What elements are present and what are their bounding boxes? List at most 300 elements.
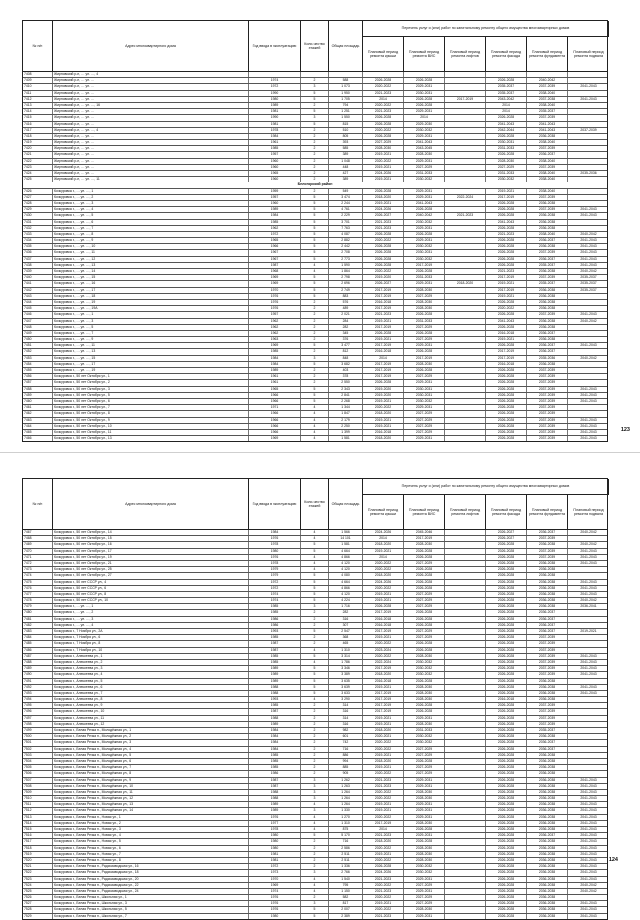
row-year: 1989: [249, 672, 301, 677]
row-year: 1989: [249, 802, 301, 807]
row-basement: 2041-2043: [580, 833, 597, 838]
row-number: 7525: [23, 889, 53, 894]
row-elevators: [445, 827, 486, 832]
row-basement: [568, 697, 609, 702]
row-roof: 2017-2019: [363, 294, 404, 299]
row-year: 1962: [249, 331, 301, 336]
row-elevators: [445, 436, 486, 441]
row-floors: 5: [301, 362, 329, 367]
row-year: 1972: [249, 84, 301, 89]
row-roof: 2014: [363, 356, 404, 361]
row-utilities: 2030-2032: [404, 399, 445, 404]
row-address: Жирновский р-н, … ул. …: [53, 152, 249, 157]
row-floors: 3: [301, 115, 329, 120]
row-area: 3 682: [329, 362, 363, 367]
row-address: Кочкуровка г., Белая Речка п., Молодёжная ул., 2: [53, 734, 249, 739]
row-foundation: 2036-2038: [527, 734, 568, 739]
document-page-2: [0, 453, 640, 918]
row-foundation: 2036-2037: [527, 629, 568, 634]
row-facade: 2026-2028: [486, 685, 527, 690]
row-area: 345: [329, 331, 363, 336]
row-area: 3 633: [329, 691, 363, 696]
row-address: Кочкуровка г., Белая Речка п., Радиозаводская ул., 16: [53, 864, 249, 869]
row-year: 1973: [249, 870, 301, 875]
row-foundation: 2036-2038: [527, 852, 568, 857]
row-year: 1987: [249, 263, 301, 268]
row-area: 1 344: [329, 405, 363, 410]
row-year: 1990: [249, 115, 301, 120]
row-elevators: [445, 889, 486, 894]
row-elevators: [445, 430, 486, 435]
row-area: 510: [329, 128, 363, 133]
row-elevators: [445, 679, 486, 684]
row-utilities: 2030-2032: [404, 128, 445, 133]
row-floors: 2: [301, 852, 329, 857]
row-address: Жирновский р-н, … ул. …, 11: [53, 177, 249, 182]
row-area: 4 080: [329, 573, 363, 578]
page-number: 123: [620, 427, 630, 433]
row-area: 2 547: [329, 629, 363, 634]
row-area: 2 586: [329, 846, 363, 851]
row-basement: [568, 703, 609, 708]
row-floors: 2: [301, 734, 329, 739]
row-year: 1984: [249, 728, 301, 733]
row-number: 7435: [23, 244, 53, 249]
row-foundation: 2037-2039: [527, 387, 568, 392]
row-address: Кочкуровка г., Алексеева ул., 3: [53, 666, 249, 671]
row-floors: 5: [301, 207, 329, 212]
row-basement: [568, 306, 609, 311]
row-address: Кочкуровка г., Алексеева ул., 5: [53, 679, 249, 684]
row-foundation: 2038-2040: [527, 177, 568, 182]
row-year: 1967: [249, 250, 301, 255]
row-foundation: 2036-2038: [527, 269, 568, 274]
row-basement: 2040-2042: [580, 530, 597, 534]
row-area: 4 087: [329, 232, 363, 237]
row-year: 1967: [249, 257, 301, 262]
row-utilities: 2031-2033: [404, 319, 445, 324]
row-number: 7506: [23, 771, 53, 776]
row-floors: 4: [301, 802, 329, 807]
row-utilities: 2026-2028: [404, 679, 445, 684]
row-floors: 2: [301, 709, 329, 714]
row-year: 1966: [249, 411, 301, 416]
row-number: 7442: [23, 288, 53, 293]
row-roof: 2021-2023: [363, 226, 404, 231]
row-roof: 2021-2023: [363, 778, 404, 783]
row-roof: 2019-2021: [363, 418, 404, 423]
row-facade: 2026-2028: [486, 226, 527, 231]
row-year: 1980: [249, 833, 301, 838]
row-address: Кочкуровка г., 50 лет Октября ул., 16: [53, 542, 249, 547]
row-floors: 2: [301, 716, 329, 721]
row-basement: 2041-2043: [580, 386, 597, 391]
row-basement: 2040-2042: [580, 882, 597, 887]
row-basement: 2041-2043: [580, 653, 597, 658]
row-year: 1988: [249, 716, 301, 721]
row-elevators: [445, 128, 486, 133]
row-area: 994: [329, 759, 363, 764]
row-basement: [568, 72, 609, 77]
row-utilities: 2029-2031: [404, 189, 445, 194]
row-basement: [568, 722, 609, 727]
row-foundation: 2036-2038: [527, 561, 568, 566]
row-roof: 2026-2028: [363, 604, 404, 609]
row-address: Кочкуровка г., … ул. …, 8: [53, 232, 249, 237]
row-roof: 2020-2022: [363, 796, 404, 801]
row-facade: 2026-2028: [486, 660, 527, 665]
row-address: Кочкуровка г., Белая Речка п., Радиозаводская ул., 22: [53, 883, 249, 888]
row-roof: 2019-2021: [363, 722, 404, 727]
row-elevators: [445, 220, 486, 225]
row-floors: 5: [301, 598, 329, 603]
row-area: 2 773: [329, 257, 363, 262]
row-utilities: 2028-2030: [404, 654, 445, 659]
row-foundation: 2036-2038: [527, 226, 568, 231]
row-floors: 2: [301, 368, 329, 373]
header-facade: Плановый период ремонта фасада: [486, 495, 527, 529]
row-foundation: 2036-2037: [527, 740, 568, 745]
row-foundation: 2036-2038: [527, 815, 568, 820]
row-roof: 2020-2022: [363, 84, 404, 89]
row-utilities: 2026-2028: [404, 580, 445, 585]
row-year: 1957: [249, 312, 301, 317]
row-facade: 2014: [486, 109, 527, 114]
row-facade: 2026-2028: [486, 610, 527, 615]
row-basement: 2041-2043: [580, 777, 597, 782]
row-foundation: 2037-2039: [527, 703, 568, 708]
row-address: Кочкуровка г., … ул. …, 1: [53, 189, 249, 194]
row-number: 7529: [23, 914, 53, 919]
row-year: 1966: [249, 399, 301, 404]
row-number: 7446: [23, 312, 53, 317]
row-foundation: 2037-2039: [527, 436, 568, 441]
row-floors: 4: [301, 883, 329, 888]
row-utilities: 2045-2046: [404, 530, 445, 535]
row-elevators: [445, 648, 486, 653]
row-roof: 2016-2018: [363, 679, 404, 684]
row-number: 7450: [23, 337, 53, 342]
row-area: 3 290: [329, 697, 363, 702]
row-number: 7477: [23, 592, 53, 597]
row-basement: 2041-2043: [580, 423, 597, 428]
row-basement: [568, 771, 609, 776]
row-facade: 2042-2044: [486, 128, 527, 133]
row-floors: 4: [301, 877, 329, 882]
row-foundation: 2036-2038: [527, 679, 568, 684]
row-floors: 3: [301, 356, 329, 361]
row-foundation: 2037-2039: [527, 430, 568, 435]
row-floors: 2: [301, 312, 329, 317]
row-elevators: [445, 380, 486, 385]
row-facade: 2026-2028: [486, 300, 527, 305]
row-facade: 2016-2018: [486, 331, 527, 336]
row-number: 7471: [23, 555, 53, 560]
row-area: 2 229: [329, 213, 363, 218]
row-foundation: 2036-2038: [527, 796, 568, 801]
row-facade: 2026-2028: [486, 808, 527, 813]
row-elevators: 2017-2019: [445, 97, 486, 102]
row-number: 7462: [23, 411, 53, 416]
row-area: 1 330: [329, 808, 363, 813]
row-basement: 2041-2043: [580, 343, 597, 348]
row-address: Кочкуровка г., … ул. …, 19: [53, 368, 249, 373]
table-row: [23, 436, 607, 441]
row-facade: 2026-2028: [486, 561, 527, 566]
row-address: Жирновский р-н, … ул. …, 4: [53, 128, 249, 133]
row-year: 1985: [249, 753, 301, 758]
row-address: Кочкуровка г., … ул. …, 10: [53, 244, 249, 249]
row-roof: 2019-2021: [363, 399, 404, 404]
row-foundation: 2036-2038: [527, 306, 568, 311]
row-year: 1976: [249, 907, 301, 912]
row-foundation: 2041-2043: [527, 128, 568, 133]
row-roof: 2018-2020: [363, 542, 404, 547]
row-utilities: 2027-2029: [404, 337, 445, 342]
row-facade: 2026-2028: [486, 883, 527, 888]
row-basement: [568, 765, 609, 770]
row-utilities: 2014: [404, 115, 445, 120]
row-utilities: 2029-2031: [404, 281, 445, 286]
row-area: 1 270: [329, 815, 363, 820]
row-facade: 2026-2028: [486, 641, 527, 646]
row-roof: 2020-2022: [363, 895, 404, 900]
row-number: 7516: [23, 833, 53, 838]
row-address: Жирновский р-н, … ул. …, 4: [53, 72, 249, 77]
row-facade: 2026-2027: [486, 536, 527, 541]
row-utilities: 2028-2030: [404, 796, 445, 801]
row-facade: 2026-2028: [486, 418, 527, 423]
row-floors: 2: [301, 753, 329, 758]
row-basement: 2041-2043: [580, 392, 597, 397]
row-facade: 2026-2028: [486, 374, 527, 379]
row-elevators: [445, 399, 486, 404]
row-address: Жирновский р-н, … ул. …: [53, 134, 249, 139]
row-area: 3 635: [329, 679, 363, 684]
row-address: Кочкуровка г., … ул. …, 19А: [53, 306, 249, 311]
row-area: 549: [329, 189, 363, 194]
row-utilities: 2028-2030: [404, 790, 445, 795]
row-basement: 2041-2043: [580, 845, 597, 850]
row-number: 7448: [23, 325, 53, 330]
row-basement: [568, 709, 609, 714]
row-elevators: [445, 778, 486, 783]
row-basement: 2041-2043: [580, 690, 597, 695]
row-area: 1 336: [329, 864, 363, 869]
row-elevators: [445, 666, 486, 671]
row-foundation: 2035-2037: [527, 109, 568, 114]
row-floors: 2: [301, 374, 329, 379]
row-floors: 5: [301, 343, 329, 348]
row-number: 7460: [23, 399, 53, 404]
row-number: 7419: [23, 140, 53, 145]
row-floors: 5: [301, 586, 329, 591]
row-foundation: 2036-2038: [527, 337, 568, 342]
row-facade: 2026-2028: [486, 592, 527, 597]
row-roof: 2021-2023: [363, 833, 404, 838]
row-roof: 2019-2021: [363, 901, 404, 906]
row-basement: 2041-2043: [580, 783, 597, 788]
row-foundation: 2037-2039: [527, 666, 568, 671]
row-utilities: 2028-2030: [404, 907, 445, 912]
row-utilities: 2026-2028: [404, 641, 445, 646]
row-area: 883: [329, 294, 363, 299]
row-year: 1960: [249, 177, 301, 182]
row-elevators: [445, 815, 486, 820]
row-number: 7463: [23, 418, 53, 423]
row-floors: 2: [301, 703, 329, 708]
row-address: Кочкуровка г., … ул. …, 5: [53, 213, 249, 218]
row-address: Кочкуровка г., Белая Речка п., Молодёжная ул., 3: [53, 740, 249, 745]
row-number: 7459: [23, 393, 53, 398]
row-basement: [568, 165, 609, 170]
row-utilities: 2027-2029: [404, 883, 445, 888]
row-year: 1990: [249, 91, 301, 96]
row-elevators: [445, 722, 486, 727]
row-elevators: [445, 319, 486, 324]
row-area: 585: [329, 146, 363, 151]
row-facade: 2026-2028: [486, 833, 527, 838]
row-foundation: 2036-2038: [527, 586, 568, 591]
row-roof: 2019-2021: [363, 808, 404, 813]
row-address: Жирновский р-н, … ул. …, 16: [53, 103, 249, 108]
row-facade: 2026-2028: [486, 858, 527, 863]
row-floors: 5: [301, 275, 329, 280]
row-foundation: 2036-2038: [527, 604, 568, 609]
row-number: 7409: [23, 78, 53, 83]
row-year: 1959: [249, 189, 301, 194]
row-basement: [568, 349, 609, 354]
row-basement: 2041-2043: [580, 250, 597, 255]
row-utilities: 2028-2030: [404, 362, 445, 367]
row-floors: 2: [301, 146, 329, 151]
row-number: 7468: [23, 536, 53, 541]
row-elevators: [445, 691, 486, 696]
row-number: 7480: [23, 610, 53, 615]
row-roof: 2019-2021: [363, 753, 404, 758]
row-roof: 2020-2022: [363, 405, 404, 410]
row-foundation: 2036-2038: [527, 134, 568, 139]
row-floors: 2: [301, 306, 329, 311]
row-facade: 2035-2037: [486, 91, 527, 96]
row-elevators: [445, 536, 486, 541]
row-address: Кочкуровка г., Белая Речка п., Новая ул., 5: [53, 839, 249, 844]
row-year: 1987: [249, 648, 301, 653]
row-address: Кочкуровка г., … ул. …, 15: [53, 275, 249, 280]
row-floors: 2: [301, 864, 329, 869]
row-foundation: 2037-2039: [527, 424, 568, 429]
row-facade: 2026-2028: [486, 734, 527, 739]
row-year: [249, 72, 301, 77]
header-floors: Коли-чество этажей: [301, 21, 329, 71]
row-foundation: 2036-2037: [527, 257, 568, 262]
row-roof: 2026-2028: [363, 257, 404, 262]
row-floors: 3: [301, 790, 329, 795]
repair-schedule-table: [22, 478, 608, 920]
row-number: 7508: [23, 784, 53, 789]
row-basement: [568, 103, 609, 108]
row-address: Жирновский р-н, … ул. …: [53, 115, 249, 120]
row-address: Кочкуровка г., 7 Ноября ул., 10: [53, 648, 249, 653]
row-foundation: 2036-2038: [527, 914, 568, 919]
row-number: 7454: [23, 362, 53, 367]
row-floors: 5: [301, 542, 329, 547]
row-roof: 2024-2026: [363, 207, 404, 212]
row-number: 7528: [23, 907, 53, 912]
row-year: 1976: [249, 901, 301, 906]
row-basement: [568, 122, 609, 127]
row-address: Кочкуровка г., … ул. …, 11: [53, 250, 249, 255]
row-address: Кочкуровка г., … ул. …, 15: [53, 356, 249, 361]
row-roof: 2021-2023: [363, 889, 404, 894]
row-area: 1 566: [329, 530, 363, 535]
row-floors: 4: [301, 263, 329, 268]
row-facade: 2026-2028: [486, 790, 527, 795]
row-elevators: [445, 393, 486, 398]
row-foundation: 2036-2038: [527, 784, 568, 789]
row-number: 7437: [23, 257, 53, 262]
row-floors: 4: [301, 530, 329, 535]
row-roof: 2017-2019: [363, 629, 404, 634]
row-area: 1 264: [329, 796, 363, 801]
row-elevators: [445, 84, 486, 89]
row-number: 7488: [23, 660, 53, 665]
row-roof: 2019-2021: [363, 716, 404, 721]
row-utilities: 2030-2032: [404, 177, 445, 182]
row-address: Кочкуровка г., Белая Речка п., Школьная ул., 3: [53, 901, 249, 906]
row-elevators: [445, 846, 486, 851]
row-elevators: [445, 542, 486, 547]
row-area: 4 120: [329, 567, 363, 572]
row-utilities: 2041-2043: [404, 140, 445, 145]
row-year: 1989: [249, 666, 301, 671]
row-facade: 2026-2028: [486, 722, 527, 727]
row-basement: [568, 220, 609, 225]
row-floors: 3: [301, 901, 329, 906]
table-body: [22, 71, 608, 442]
row-floors: 2: [301, 858, 329, 863]
row-address: Жирновский р-н, … ул. …: [53, 84, 249, 89]
row-floors: 2: [301, 165, 329, 170]
row-year: 1976: [249, 294, 301, 299]
row-elevators: [445, 870, 486, 875]
row-area: 307: [329, 623, 363, 628]
row-facade: 2031-2033: [486, 171, 527, 176]
row-utilities: 2029-2031: [404, 380, 445, 385]
row-foundation: 2037-2039: [527, 549, 568, 554]
row-roof: 2019-2020: [363, 275, 404, 280]
row-foundation: 2037-2039: [527, 250, 568, 255]
row-basement: 2041-2043: [580, 864, 597, 869]
row-foundation: 2038-2040: [527, 171, 568, 176]
row-foundation: 2036-2038: [527, 827, 568, 832]
row-address: Кочкуровка г., Белая Речка п., Школьная ул., 5: [53, 907, 249, 912]
row-floors: 4: [301, 697, 329, 702]
row-roof: 2020-2022: [363, 567, 404, 572]
row-utilities: 2030-2032: [404, 666, 445, 671]
row-basement: 2041-2043: [580, 796, 597, 801]
row-facade: 2026-2028: [486, 864, 527, 869]
row-facade: 2026-2028: [486, 598, 527, 603]
row-floors: 2: [301, 765, 329, 770]
row-utilities: 2026-2028: [404, 759, 445, 764]
row-foundation: 2036-2038: [527, 213, 568, 218]
row-roof: 2026-2028: [363, 122, 404, 127]
row-number: 7428: [23, 201, 53, 206]
row-area: 2 179: [329, 418, 363, 423]
row-year: 1970: [249, 288, 301, 293]
row-area: 427: [329, 171, 363, 176]
